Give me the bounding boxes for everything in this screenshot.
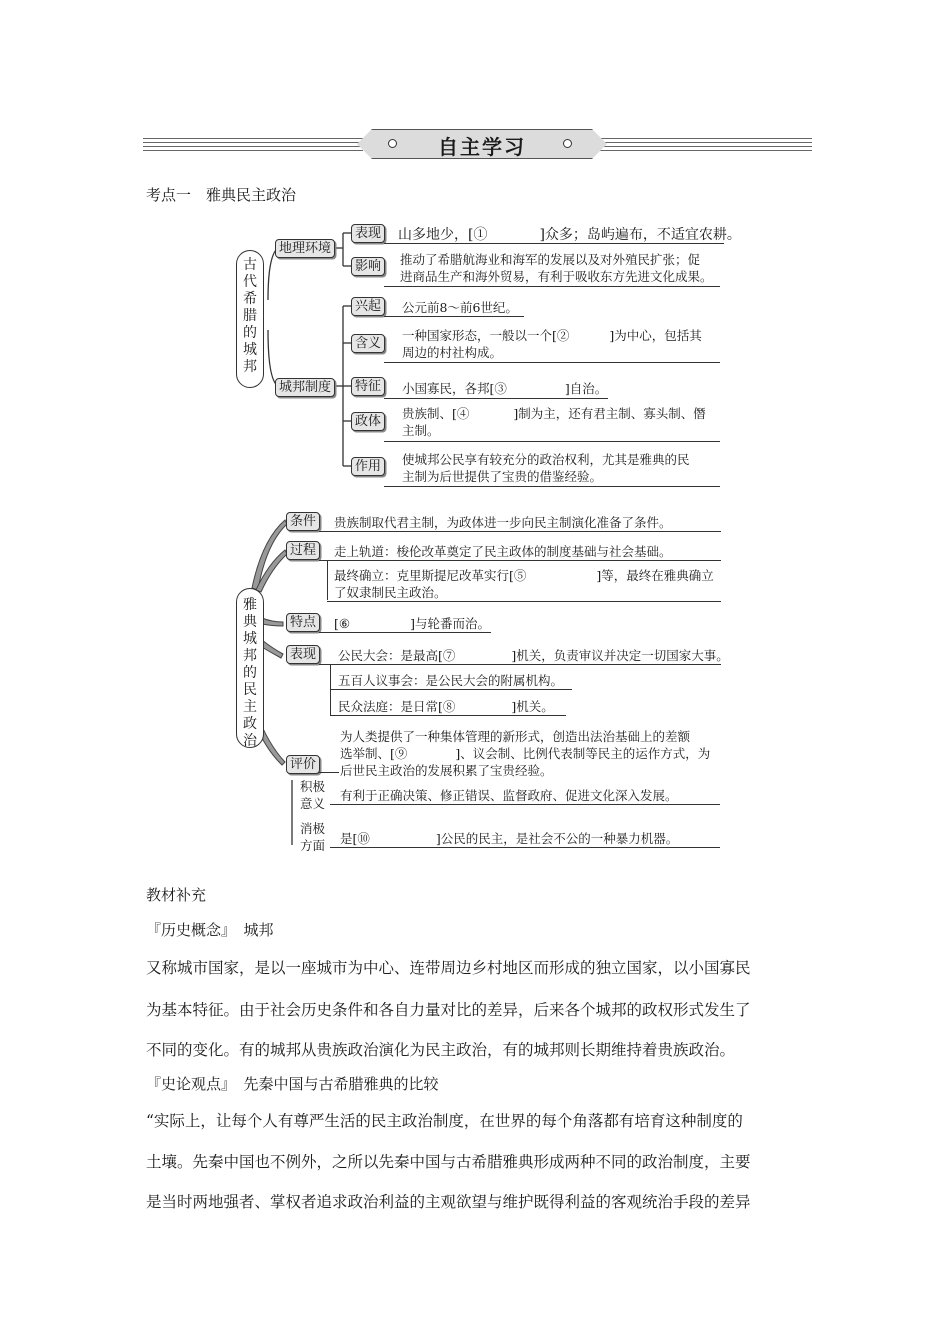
supplement-heading: 教材补充: [146, 886, 207, 904]
underline: [319, 772, 339, 773]
diagram1-root-label: 古代希腊的城邦: [243, 257, 257, 375]
underline: [330, 715, 566, 716]
positive-label: 积极 意义: [300, 779, 326, 811]
function-text: 使城邦公民享有较充分的政治权利，尤其是雅典的民 主制为后世提供了宝贵的借鉴经验。: [402, 452, 690, 484]
viewpoint-heading: 『史论观点』 先秦中国与古希腊雅典的比较: [146, 1075, 439, 1093]
feature-text: [⑥ ]与轮番而治。: [334, 616, 490, 631]
tag-manifestation-2: 表现: [286, 645, 320, 664]
tag-influence: 影响: [351, 257, 385, 276]
underline: [384, 286, 720, 287]
concept-line-3: 不同的变化。有的城邦从贵族政治演化为民主政治，有的城邦则长期维持着贵族政治。: [146, 1041, 736, 1059]
process-bracket: [327, 560, 328, 600]
positive-text: 有利于正确决策、修正错误、监督政府、促进文化深入发展。: [340, 788, 678, 803]
underline: [319, 560, 721, 561]
concept-line-1: 又称城市国家，是以一座城市为中心、连带周边乡村地区而形成的独立国家，以小国寡民: [146, 959, 751, 977]
viewpoint-line-3: 是当时两地强者、掌权者追求政治利益的主观欲望与维护既得利益的客观统治手段的差异: [146, 1193, 751, 1211]
diagram1-root: [236, 250, 264, 388]
tag-characteristic: 特征: [351, 377, 385, 396]
evaluation-intro: 为人类提供了一种集体管理的新形式，创造出法治基础上的差额 选举制、[⑨ ]、议会制、比例代表制等民主的运作方式，为 后世民主政治的发展积累了宝贵经验。: [340, 729, 711, 778]
tag-process: 过程: [286, 541, 320, 560]
concept-heading: 『历史概念』 城邦: [146, 921, 274, 939]
manifest-bracket: [330, 664, 331, 716]
tag-condition: 条件: [286, 512, 320, 531]
underline: [384, 316, 524, 317]
concept-line-2: 为基本特征。由于社会历史条件和各自力量对比的差异，后来各个城邦的政权形式发生了: [146, 1001, 751, 1019]
meaning-text: 一种国家形态，一般以一个[② ]为中心，包括其 周边的村社构成。: [402, 328, 702, 360]
manifest-item-1: 公民大会：是最高[⑦ ]机关，负责审议并决定一切国家大事。: [338, 648, 729, 663]
underline: [319, 664, 721, 665]
manifest-item-2: 五百人议事会：是公民大会的附属机构。: [338, 673, 564, 688]
underline: [330, 847, 720, 848]
tag-manifestation: 表现: [351, 224, 385, 243]
process-line1: 走上轨道：梭伦改革奠定了民主政体的制度基础与社会基础。: [334, 544, 672, 559]
underline: [384, 243, 724, 244]
tag-function: 作用: [351, 457, 385, 476]
underline: [327, 601, 721, 602]
underline: [330, 804, 720, 805]
viewpoint-line-2: 土壤。先秦中国也不例外，之所以先秦中国与古希腊雅典形成两种不同的政治制度，主要: [146, 1153, 751, 1171]
underline: [384, 441, 720, 442]
geo-manifestation-text: 山多地少，[① ]众多；岛屿遍布，不适宜农耕。: [398, 227, 741, 243]
negative-text: 是[⑩ ]公民的民主，是社会不公的一种暴力机器。: [340, 831, 679, 846]
header-title: 自主学习: [438, 135, 526, 159]
geo-influence-text: 推动了希腊航海业和海军的发展以及对外殖民扩张；促 进商品生产和海外贸易，有利于吸收东方先进文化成果。: [400, 252, 713, 284]
diagram2-root: [236, 588, 264, 748]
section-title: 考点一 雅典民主政治: [146, 186, 297, 204]
tag-feature: 特点: [286, 613, 320, 632]
viewpoint-line-1: “实际上，让每个人有尊严生活的民主政治制度，在世界的每个角落都有培育这种制度的: [146, 1112, 743, 1130]
tag-meaning: 含义: [351, 334, 385, 353]
branch-geography: 地理环境: [275, 239, 335, 258]
process-line2: 最终确立：克里斯提尼改革实行[⑤ ]等，最终在雅典确立 了奴隶制民主政治。: [334, 568, 714, 600]
rise-text: 公元前8～前6世纪。: [402, 300, 518, 315]
underline: [319, 531, 721, 532]
characteristic-text: 小国寡民，各邦[③ ]自治。: [402, 381, 608, 396]
tag-evaluation: 评价: [286, 755, 320, 774]
polity-text: 贵族制、[④ ]制为主，还有君主制、寡头制、僭 主制。: [402, 406, 706, 438]
diagram2-root-label: 雅典城邦的民主政治: [243, 597, 257, 749]
underline: [384, 362, 720, 363]
manifest-item-3: 民众法庭：是日常[⑧ ]机关。: [338, 699, 554, 714]
underline: [319, 632, 491, 633]
tag-rise: 兴起: [351, 297, 385, 316]
tag-polity: 政体: [351, 412, 385, 431]
negative-label: 消极 方面: [300, 821, 326, 853]
branch-city-state-system: 城邦制度: [275, 378, 335, 397]
condition-text: 贵族制取代君主制，为政体进一步向民主制演化准备了条件。: [334, 515, 672, 530]
underline: [384, 398, 608, 399]
underline: [384, 486, 720, 487]
underline: [330, 689, 572, 690]
